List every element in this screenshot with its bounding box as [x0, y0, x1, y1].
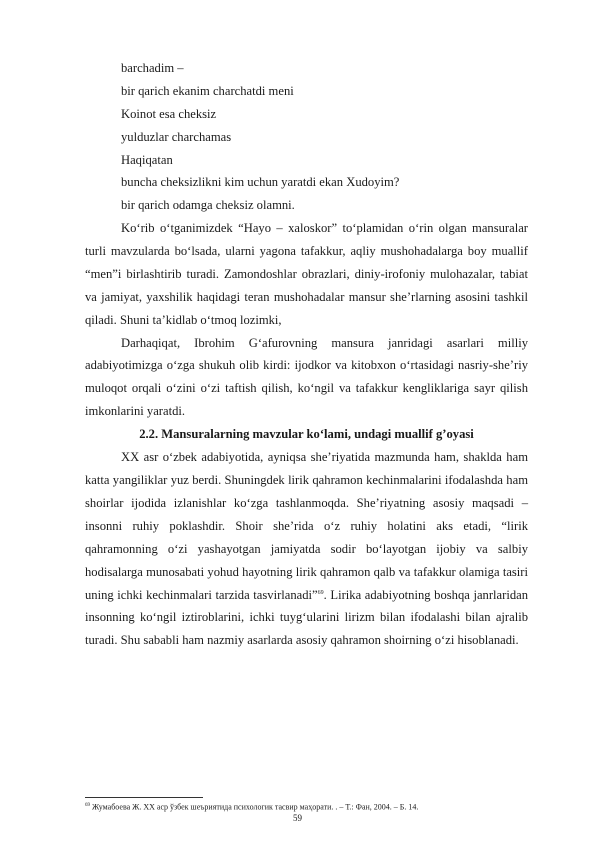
poem-line: barchadim – — [121, 61, 184, 75]
poem-line: bir qarich odamga cheksiz olamni. — [121, 198, 295, 213]
poem-line: yulduzlar charchamas — [121, 129, 232, 144]
paragraph-text-part: XX asr o‘zbek adabiyotida, ayniqsa she’riyatida mazmunda ham, shaklda ham katta yangiliklar yuz berdi. Shuningdek lirik qahramon kechinmalarini ifodalashda ham shoirlar ijodida izlanishlar ko‘zga tashlanmoqda. She’riyatning asosiy maqsadi – insonni ruhiy poklashdir. Shoir she’rida o‘z ruhiy holatini aks etadi, “lirik qahramonning o‘zi yashayotgan jamiyatda sodir bo‘layotgan ijobiy va salbiy hodisalarga munosabati yohud hayotning lirik qahramon qalb va tafakkur olamiga tasiri uning ichki kechinmalari tarzida tasvirlanadi” — [85, 450, 528, 602]
poem-line: buncha cheksizlikni kim uchun yaratdi ekan Xudoyim? — [121, 175, 400, 190]
paragraph-text-part: . Lirika adabiyotning boshqa janrlaridan insonning ko‘ngil iztiroblarini, ichki tuyg‘ularini lirizm bilan ifodalashi bilan ajralib turadi. Shu sababli ham nazmiy asarlarda asosiy qahramon shoirning o‘zi hisoblanadi. — [85, 587, 528, 648]
poem-line: Koinot esa cheksiz — [121, 106, 217, 121]
paragraph-xx-asr — [85, 446, 528, 652]
paragraph-darhaqiqat: Darhaqiqat, Ibrohim G‘afurovning mansura janridagi asarlari milliy adabiyotimizga o‘zga shukuh olib kirdi: ijodkor va kitobxon o‘rtasidagi nasriy-she’riy muloqot orqali o‘zini o‘zi taftish qilish, ko‘ngil va tafakkur kengliklariga sayr qilish imkonlarini yaratdi. — [85, 335, 528, 419]
poem-excerpt — [121, 57, 541, 217]
footnote-reference[interactable]: 69 — [317, 589, 324, 596]
body-text — [85, 217, 528, 652]
footnote-text: Жумабоева Ж. ХХ аср ўзбек шеъриятида психологик тасвир маҳорати. . – Т.: Фан, 2004. – Б. 14. — [90, 802, 419, 812]
poem-line: bir qarich ekanim charchatdi meni — [121, 83, 294, 98]
footnote-number: 69 — [85, 803, 90, 808]
footnote — [85, 801, 528, 813]
section-heading: 2.2. Mansuralarning mavzular ko‘lami, undagi muallif g’oyasi — [139, 427, 474, 442]
paragraph-mansuralar: Ko‘rib o‘tganimizdek “Hayo – xaloskor” to‘plamidan o‘rin olgan mansuralar turli mavzularda bo‘lsada, ularni yagona tafakkur, aqliy mushohadalarga boy muallif “men”i birlashtirib turadi. Zamondoshlar obrazlari, diniy-irofoniy mulohazalar, tabiat va jamiyat, yaxshilik haqidagi teran mushohadalar mansur she’rlarning asosini tashkil qiladi. Shuni ta’kidlab o‘tmoq lozimki, — [85, 221, 528, 327]
poem-line: Haqiqatan — [121, 152, 173, 167]
page-number: 59 — [293, 813, 302, 823]
footnote-divider — [85, 797, 203, 798]
